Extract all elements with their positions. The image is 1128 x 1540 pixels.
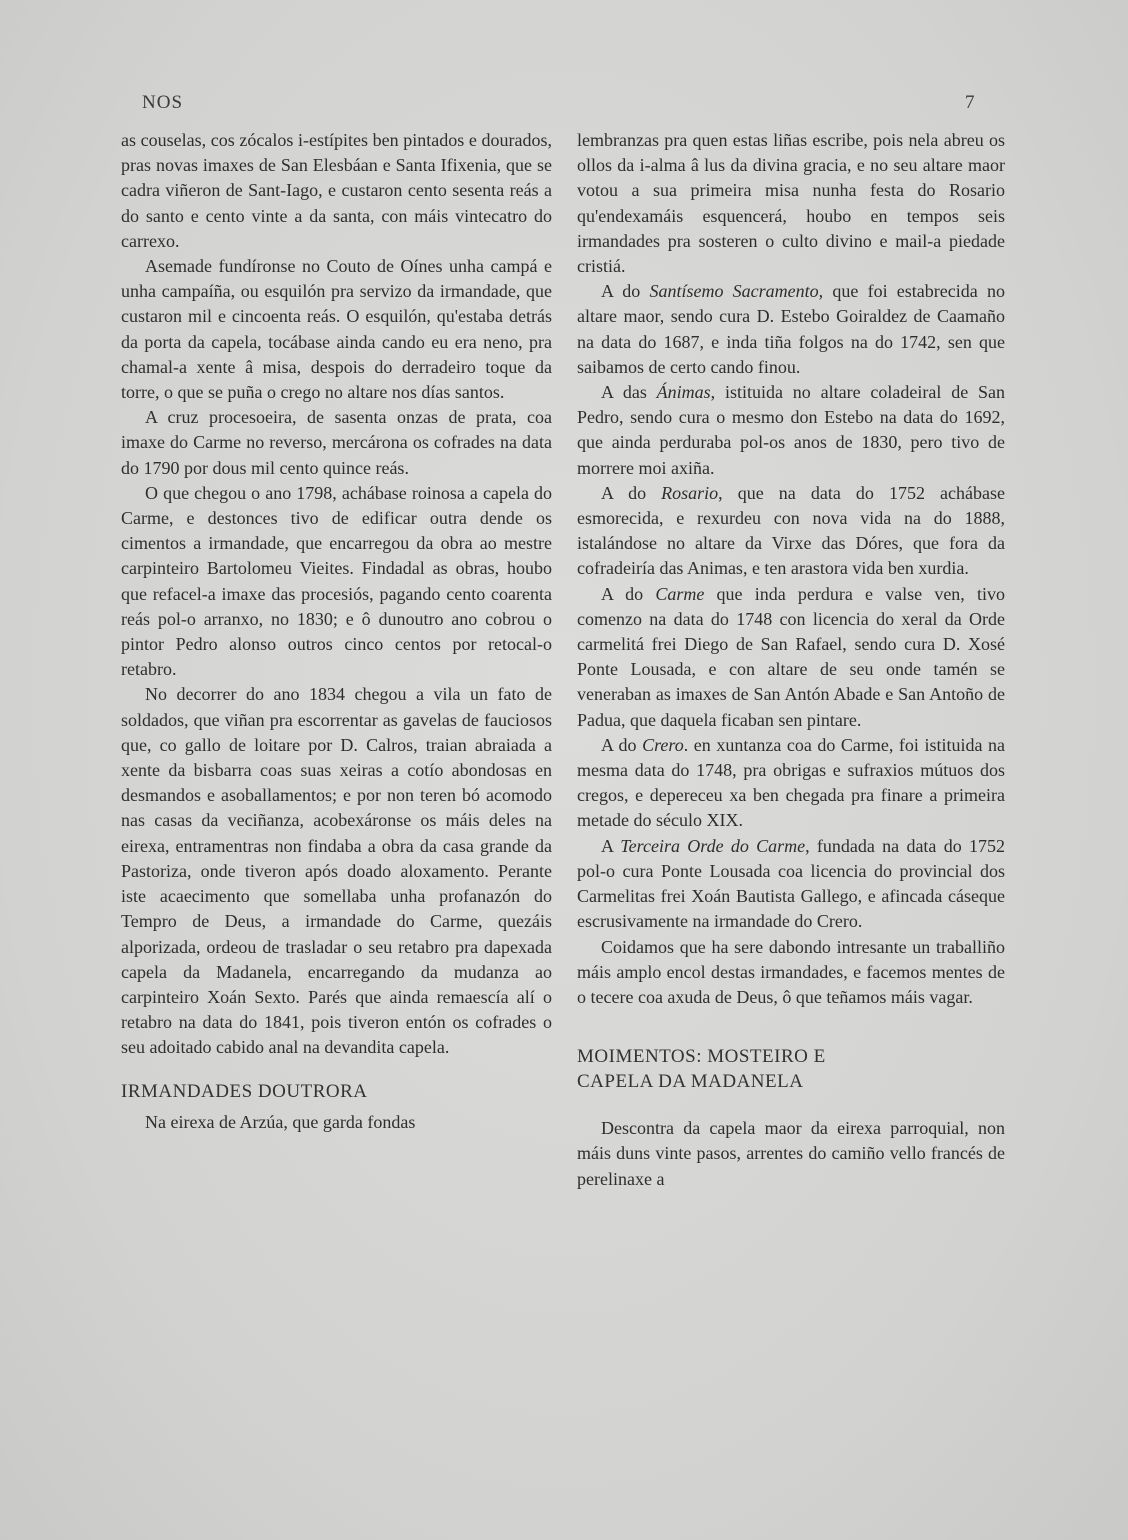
paragraph: No decorrer do ano 1834 chegou a vila un fato de soldados, que viñan pra escorrentar as gavelas de fauciosos que, co gallo de loitare por D. Calros, traian abraiada a xente da bisbarra coas suas xeiras a cotío abondosas en desmandos e asoballamentos; e por non teren bó acomodo nas casas da veciñanza, acobexáronse os máis deles na eirexa, entramentras non findaba a obra da casa grande da Pastoriza, onde tiveron após doado aloxamento. Perante iste acaecimento que somellaba unha profanazón do Tempro de Deus, a irmandade do Carme, quezáis alporizada, ordeou de trasladar o seu retabro pra dapexada capela da Madanela, encarregando da mudanza ao carpinteiro Xoán Sexto. Parés que ainda remaescía alí o retabro na data do 1841, pois tiveron entón os cofrades o seu adoitado cabido anal na devandita capela.	[121, 684, 552, 1058]
page-number: 7	[965, 92, 976, 113]
text-run: A	[601, 835, 621, 856]
emphasis: Ánimas	[656, 382, 711, 403]
text-run: que inda perdura e valse ven, tivo comenzo na data do 1748 con licencia do xeral da Orde carmelitá frei Diego de San Rafael, sendo cura D. Xosé Ponte Lousada, e con altare de seu onde tamén se veneraban as imaxes de San Antón Abade e San Antoño de Padua, que daquela ficaban sen pintare.	[577, 583, 1005, 730]
paragraph: Descontra da capela maor da eirexa parroquial, non máis duns vinte pasos, arrentes do camiño vello francés de perelinaxe a	[577, 1118, 1005, 1189]
paragraph: Asemade fundíronse no Couto de Oínes unha campá e unha campaíña, ou esquilón pra servizo da irmandade, que custaron mil e cincoenta reás. O esquilón, qu'estaba detrás da porta da capela, tocábase ainda cando eu era neno, pra chamal-a xente â misa, despois do derradeiro toque da torre, o que se puña o crego no altare nos días santos.	[121, 256, 552, 403]
text-run: , que foi estabrecida no altare maor, sendo cura D. Estebo Goiraldez de Caamaño na data do 1687, e inda tiña folgos na do 1742, sen que saibamos de certo cando finou.	[577, 281, 1005, 377]
paragraph	[577, 582, 1005, 733]
text-run: A do	[601, 482, 662, 503]
paragraph	[577, 834, 1005, 935]
paragraph	[577, 481, 1005, 582]
section-heading: MOIMENTOS: MOSTEIRO E CAPELA DA MADANELA	[577, 1046, 826, 1093]
section-heading: IRMANDADES DOUTRORA	[121, 1080, 368, 1102]
paragraph: O que chegou o ano 1798, achábase roinosa a capela do Carme, e destonces tivo de edificar outra dende os cimentos a irmandade, que encarregou da obra ao mestre carpinteiro Bartolomeu Vieites. Findadal as obras, houbo que refacel-a imaxe das procesiós, pagando cento coarenta reás pol-o arranxo, no 1830; e ô dunoutro ano cobrou o pintor Pedro alonso outros cinco centos por retocal-o retabro.	[121, 482, 552, 680]
paragraph: A cruz procesoeira, de sasenta onzas de prata, coa imaxe do Carme no reverso, mercárona os cofrades na data do 1790 por dous mil cento quince reás.	[121, 407, 552, 478]
text-run: , fundada na data do 1752 pol-o cura Ponte Lousada coa licencia do provincial dos Carmelitas frei Xoán Bautista Gallego, e afincada cáseque escrusivamente na irmandade do Crero.	[577, 835, 1005, 932]
text-run: A das	[601, 382, 657, 403]
emphasis: Rosario	[661, 482, 719, 503]
text-run: , istituida no altare coladeiral de San Pedro, sendo cura o mesmo don Estebo na data do 1692, que ainda perduraba pol-os anos de 1830, pero tivo de morrere moi axiña.	[577, 382, 1006, 478]
text-run: A do	[601, 281, 650, 302]
left-column	[121, 128, 552, 1135]
right-column	[577, 128, 1005, 1192]
text-run: , que na data do 1752 achábase esmorecida, e rexurdeu con nova vida na do 1888, istalándose no altare da Virxe das Dóres, que fora da cofradeiría das Animas, e ten arastora vida ben xurdia.	[577, 482, 1005, 579]
paragraph: as couselas, cos zócalos i-estípites ben pintados e dourados, pras novas imaxes de San Elesbáan e Santa Ifixenia, que se cadra viñeron de Sant-Iago, e custaron cento sesenta reás a do santo e cento vinte a da santa, con máis vintecatro do carrexo.	[121, 130, 552, 251]
paragraph: lembranzas pra quen estas liñas escribe, pois nela abreu os ollos da i-alma â lus da divina gracia, e no seu altare maor votou a sua primeira misa nunha festa do Rosario qu'endexamáis esquencerá, houbo en tempos seis irmandades pra sosteren o culto divino e mail-a piedade cristiá.	[577, 130, 1005, 277]
paragraph	[577, 733, 1005, 834]
running-head-title: NOS	[142, 92, 184, 113]
paragraph: Na eirexa de Arzúa, que garda fondas	[145, 1111, 416, 1132]
emphasis: Santísemo Sacramento	[649, 281, 819, 302]
text-run: A do	[601, 583, 656, 604]
emphasis: Carme	[655, 583, 705, 604]
paragraph	[577, 279, 1005, 380]
text-run: A do	[601, 734, 643, 755]
text-run: . en xuntanza coa do Carme, foi istituida na mesma data do 1748, pra obrigas e sufraxios mútuos dos cregos, e depereceu xa ben chegada pra finare a primeira metade do século XIX.	[577, 734, 1005, 831]
emphasis: Terceira Orde do Carme	[620, 835, 806, 856]
emphasis: Crero	[642, 734, 684, 755]
paragraph: Coidamos que ha sere dabondo intresante un traballiño máis amplo encol destas irmandades, e facemos mentes de o tecere coa axuda de Deus, ô que teñamos máis vagar.	[577, 936, 1005, 1007]
paragraph	[577, 380, 1005, 481]
